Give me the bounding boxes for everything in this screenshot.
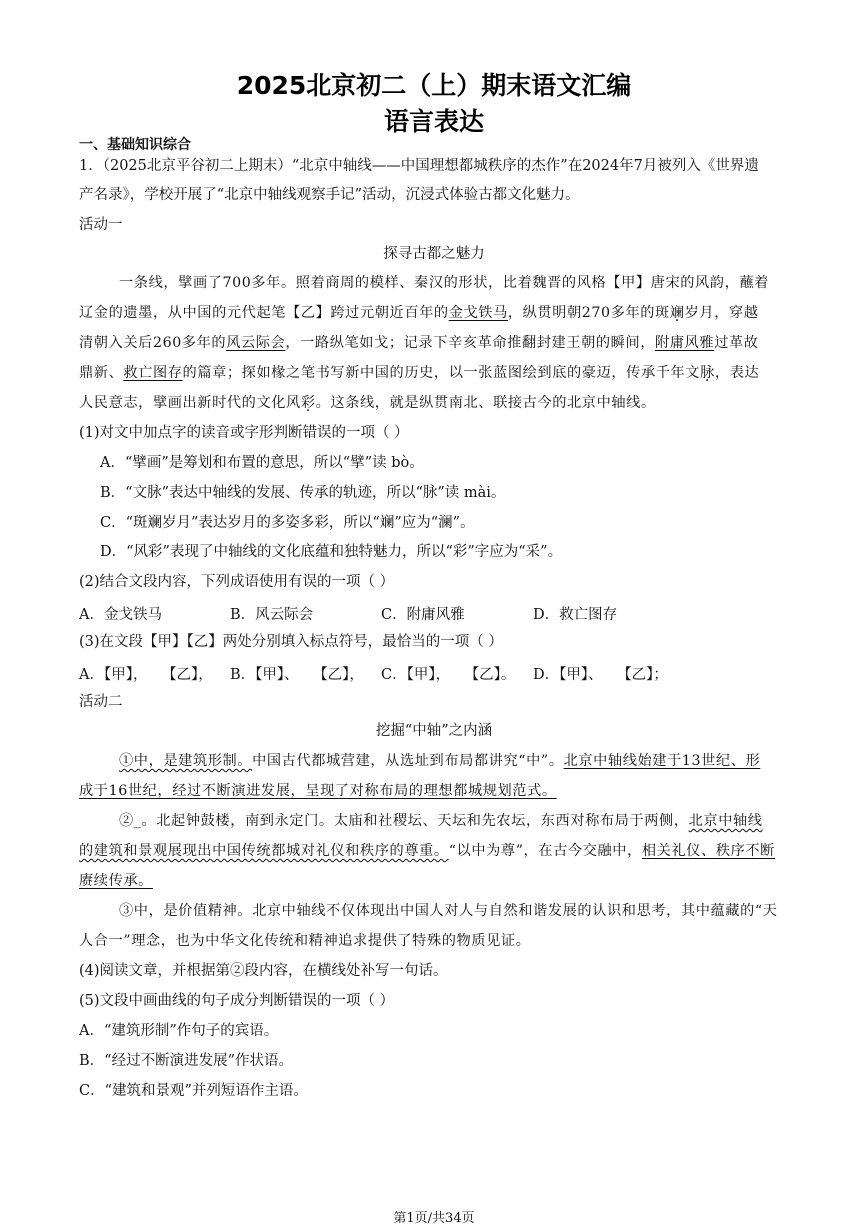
passage-title: 探寻古都之魅力 [383, 246, 485, 262]
underlined-sentence: 相关礼仪、秩序不断 [641, 843, 775, 859]
passage-line [79, 782, 557, 800]
passage-line: 人合一”理念，也为中华文化传统和精神追求提供了特殊的物质见证。 [79, 933, 531, 949]
activity-label: 活动二 [79, 694, 123, 710]
dotted-char: 彩 [300, 395, 316, 411]
dotted-char: 脉 [700, 365, 715, 381]
underlined-sentence: 北京中轴线始建于13世纪、形 [563, 753, 761, 769]
passage-line: 的建筑和景观展现出中国传统都城对礼仪和秩序的尊重。“以中为尊”，在古今交融中，相关礼仪、秩序不断 [79, 843, 775, 859]
wavy-underlined-sentence: 的建筑和景观展现出中国传统都城对礼仪和秩序的尊重。 [79, 843, 449, 859]
section-heading: 一、基础知识综合 [79, 137, 191, 153]
sub-question-stem: (1)对文中加点字的读音或字形判断错误的一项（ ） [79, 425, 409, 441]
wavy-underlined-sentence: ①中，是建筑形制。 [119, 753, 253, 769]
passage-line: ③中，是价值精神。北京中轴线不仅体现出中国人对人与自然和谐发展的认识和思考，其中蕴藏的“天 [119, 903, 778, 919]
underlined-sentence: 成于16世纪，经过不断演进发展，呈现了对称布局的理想都城规划范式。 [79, 783, 557, 799]
sub-question-stem: (5)文段中画曲线的句子成分判断错误的一项（ ） [79, 993, 395, 1009]
passage-line: 清朝入关后260多年的风云际会，一路纵笔如戈；记录下辛亥革命推翻封建王朝的瞬间，附庸风雅过革故 [79, 335, 759, 351]
option-a: A．【甲】， 【乙】， [79, 667, 213, 683]
underlined-idiom: 风云际会 [226, 335, 286, 351]
page-title: 2025北京初二（上）期末语文汇编 [236, 71, 632, 100]
option-b: B．“文脉”表达中轴线的发展、传承的轨迹，所以“脉”读 mài。 [100, 485, 506, 501]
passage-line [79, 872, 153, 890]
passage-line: 鼎新、救亡图存的篇章；探如椽之笔书写新中国的历史，以一张蓝图绘到底的豪迈，传承千年文脉，表达 [79, 365, 760, 381]
passage-line: 辽金的遗墨，从中国的元代起笔【乙】跨过元朝近百年的金戈铁马，纵贯明朝270多年的斑斓岁月，穿越 [79, 305, 759, 321]
dotted-char: 斓 [669, 305, 685, 321]
option-d: D．【甲】、 【乙】； [533, 667, 668, 683]
option-d: D．“风彩”表现了中轴线的文化底蕴和独特魅力，所以“彩”字应为“采”。 [100, 544, 563, 560]
passage-line: ②_。北起钟鼓楼，南到永定门。太庙和社稷坛、天坛和先农坛，东西对称布局于两侧，北京中轴线 [119, 813, 763, 829]
option-b: B．【甲】、 【乙】， [230, 667, 364, 683]
sub-question-stem: (3)在文段【甲】【乙】两处分别填入标点符号，最恰当的一项（ ） [79, 634, 503, 650]
option-d: D．救亡图存 [533, 607, 618, 623]
option-a: A．金戈铁马 [79, 607, 162, 623]
wavy-underlined-sentence: 北京中轴线 [688, 813, 763, 829]
passage-line: ①中，是建筑形制。中国古代都城营建，从选址到布局都讲究“中”。北京中轴线始建于13世纪、形 [119, 753, 761, 769]
sub-question-stem: (4)阅读文章，并根据第②段内容，在横线处补写一句话。 [79, 963, 448, 979]
underlined-idiom: 救亡图存 [123, 365, 183, 381]
option-c: C．【甲】， 【乙】。 [381, 667, 516, 683]
option-a: A．“擘画”是筹划和布置的意思，所以“擘”读 bò。 [100, 455, 424, 471]
underlined-sentence: 赓续传承。 [79, 873, 153, 889]
underlined-idiom: 附庸风雅 [655, 335, 715, 351]
page-number: 第1页/共34页 [393, 1211, 475, 1226]
underlined-idiom: 金戈铁马 [448, 305, 508, 321]
passage-line: 一条线，擘画了700多年。照着商周的模样、秦汉的形状，比着魏晋的风格【甲】唐宋的风韵，蘸着 [119, 275, 769, 291]
question-intro-cont: 产名录》，学校开展了“北京中轴线观察手记”活动，沉浸式体验古都文化魅力。 [79, 187, 580, 203]
option-c: C．“斑斓岁月”表达岁月的多姿多彩，所以“斓”应为“澜”。 [100, 515, 475, 531]
option-b: B．“经过不断演进发展”作状语。 [79, 1053, 293, 1069]
sub-question-stem: (2)结合文段内容，下列成语使用有误的一项（ ） [79, 574, 395, 590]
option-a: A．“建筑形制”作句子的宾语。 [79, 1023, 279, 1039]
question-intro: 1．（2025北京平谷初二上期末）“北京中轴线——中国理想都城秩序的杰作”在2024年7月被列入《世界遗 [79, 158, 759, 174]
activity-label: 活动一 [79, 217, 123, 233]
option-b: B．风云际会 [230, 607, 314, 623]
option-c: C．附庸风雅 [381, 607, 465, 623]
passage-line: 人民意志，擘画出新时代的文化风彩。这条线，就是纵贯南北、联接古今的北京中轴线。 [79, 395, 656, 411]
page-subtitle: 语言表达 [383, 107, 484, 136]
passage-title: 挖掘“中轴”之内涵 [375, 723, 493, 739]
option-c: C．“建筑和景观”并列短语作主语。 [79, 1083, 308, 1099]
